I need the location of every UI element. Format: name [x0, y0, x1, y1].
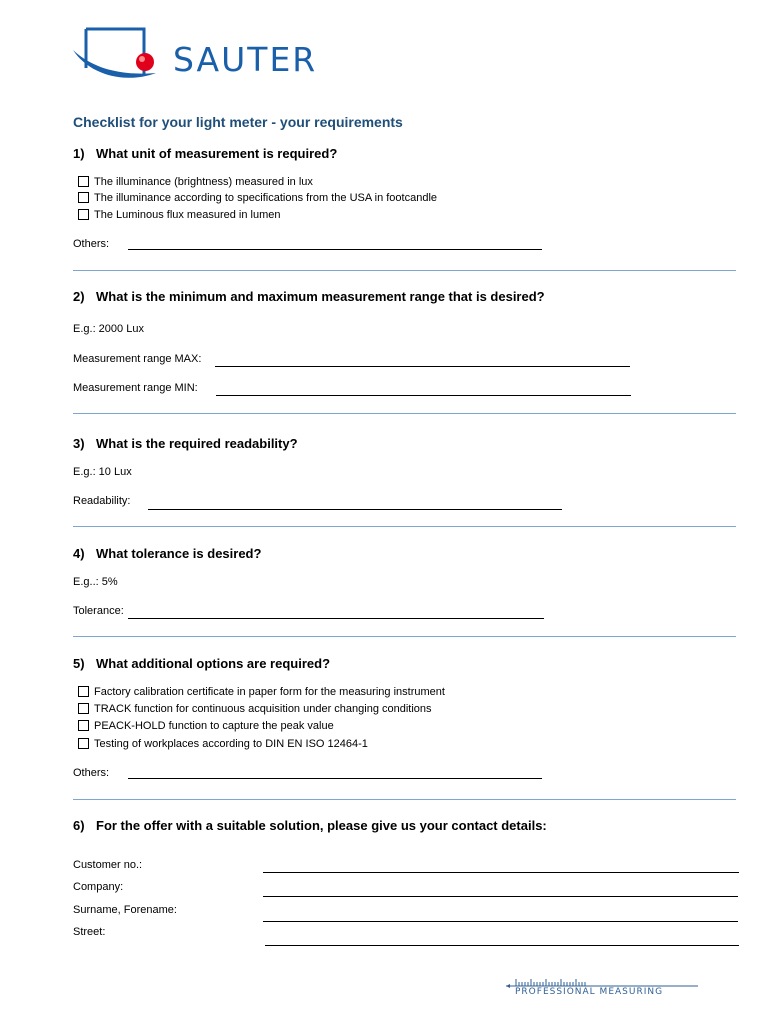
checkbox[interactable] — [78, 209, 89, 220]
street-field[interactable] — [265, 945, 739, 946]
question-5 — [73, 656, 330, 671]
q1-option-3[interactable] — [78, 206, 280, 223]
company-label: Company: — [73, 881, 124, 893]
question-number: 2) — [73, 289, 85, 304]
q4-field-label: Tolerance: — [73, 605, 124, 617]
q5-option-1[interactable] — [78, 683, 445, 700]
question-2 — [73, 289, 545, 304]
question-number: 6) — [73, 818, 85, 833]
q2-example: E.g.: 2000 Lux — [73, 323, 144, 335]
q5-others-label: Others: — [73, 767, 110, 779]
q1-option-2[interactable] — [78, 189, 437, 206]
option-label: PEACK-HOLD function to capture the peak value — [94, 719, 334, 732]
q3-example: E.g.: 10 Lux — [73, 466, 132, 478]
q3-readability-field[interactable] — [148, 509, 562, 510]
q1-option-1[interactable] — [78, 173, 313, 190]
section-divider — [73, 270, 736, 271]
option-label: The Luminous flux measured in lumen — [94, 208, 281, 221]
question-text: What additional options are required? — [96, 656, 331, 671]
question-text: For the offer with a suitable solution, please give us your contact details: — [96, 818, 547, 833]
question-text: What tolerance is desired? — [96, 546, 262, 561]
question-text: What is the minimum and maximum measurement range that is desired? — [96, 289, 545, 304]
checkbox[interactable] — [78, 738, 89, 749]
customer-no-label: Customer no.: — [73, 859, 143, 871]
question-text: What is the required readability? — [96, 436, 298, 451]
brand-name: SAUTER — [173, 40, 318, 79]
name-field[interactable] — [263, 921, 738, 922]
q5-others-field[interactable] — [128, 778, 542, 779]
q2-min-label: Measurement range MIN: — [73, 382, 198, 394]
question-3 — [73, 436, 298, 451]
section-divider — [73, 799, 736, 800]
option-label: The illuminance according to specifications from the USA in footcandle — [94, 191, 438, 204]
company-field[interactable] — [263, 896, 738, 897]
checkbox[interactable] — [78, 686, 89, 697]
q4-tolerance-field[interactable] — [128, 618, 544, 619]
question-1 — [73, 146, 337, 161]
footer-tagline: PROFESSIONAL MEASURING — [515, 987, 664, 997]
section-divider — [73, 636, 736, 637]
question-number: 3) — [73, 436, 85, 451]
q1-others-label: Others: — [73, 238, 110, 250]
q1-others-field[interactable] — [128, 249, 542, 250]
section-divider — [73, 526, 736, 527]
checkbox[interactable] — [78, 192, 89, 203]
q5-option-4[interactable] — [78, 735, 368, 752]
checkbox[interactable] — [78, 176, 89, 187]
q3-field-label: Readability: — [73, 495, 131, 507]
q2-min-field[interactable] — [216, 395, 631, 396]
header — [72, 26, 332, 86]
q2-max-label: Measurement range MAX: — [73, 353, 202, 365]
option-label: The illuminance (brightness) measured in lux — [94, 175, 313, 188]
option-label: TRACK function for continuous acquisition under changing conditions — [94, 702, 432, 715]
question-number: 5) — [73, 656, 85, 671]
sauter-logo-icon — [72, 26, 162, 86]
option-label: Factory calibration certificate in paper form for the measuring instrument — [94, 685, 445, 698]
q5-option-3[interactable] — [78, 717, 334, 734]
question-4 — [73, 546, 261, 561]
option-label: Testing of workplaces according to DIN EN ISO 12464-1 — [94, 737, 368, 750]
section-divider — [73, 413, 736, 414]
question-number: 1) — [73, 146, 85, 161]
q2-max-field[interactable] — [215, 366, 630, 367]
checkbox[interactable] — [78, 720, 89, 731]
customer-no-field[interactable] — [263, 872, 739, 873]
question-number: 4) — [73, 546, 85, 561]
q4-example: E.g..: 5% — [73, 576, 118, 588]
street-label: Street: — [73, 926, 106, 938]
question-text: What unit of measurement is required? — [96, 146, 338, 161]
document-title: Checklist for your light meter - your requirements — [73, 114, 403, 130]
name-label: Surname, Forename: — [73, 904, 177, 916]
checkbox[interactable] — [78, 703, 89, 714]
question-6 — [73, 818, 547, 833]
q5-option-2[interactable] — [78, 700, 432, 717]
